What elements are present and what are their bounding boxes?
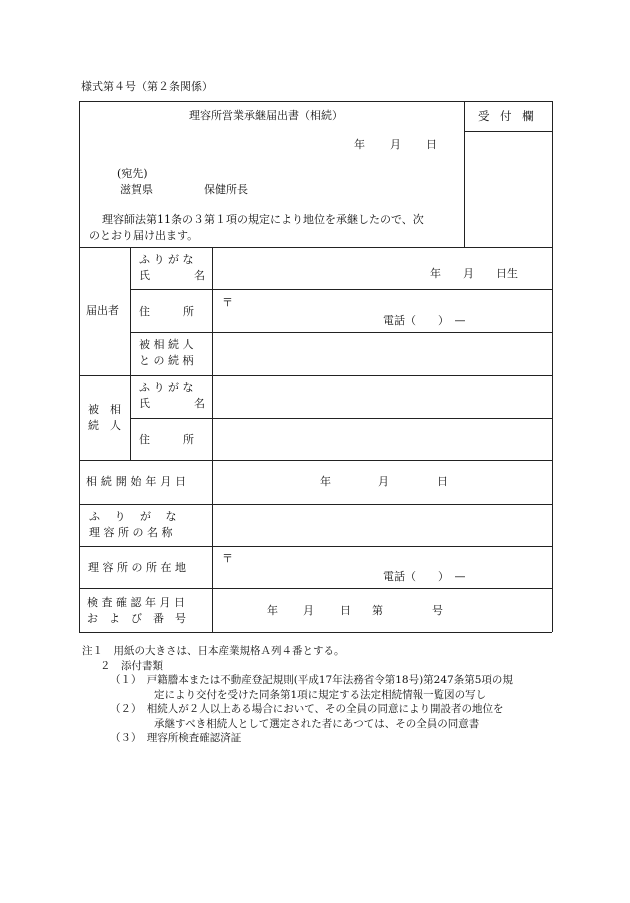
notifier-postal-mark: 〒 <box>222 296 233 309</box>
notifier-address-label: 住 所 <box>139 305 194 318</box>
statement-line1: 理容師法第11条の３第１項の規定により地位を承継したので、次 <box>102 213 424 226</box>
shop-name-label: 理 容 所 の 名 称 <box>89 526 173 539</box>
note-2-2b: 承継すべき相続人として選定された者にあつては、その全員の同意書 <box>154 717 480 730</box>
reception-label: 受 付 欄 <box>478 109 538 123</box>
inspection-year: 年 <box>267 604 278 617</box>
date-month: 月 <box>390 138 401 151</box>
shop-postal-mark: 〒 <box>222 552 233 565</box>
notifier-label: 届出者 <box>86 304 119 317</box>
decedent-furigana-label: ふ り が な <box>139 381 194 394</box>
inheritance-year: 年 <box>320 475 331 488</box>
shop-furigana-label: ふ り が な <box>89 510 177 523</box>
inheritance-day: 日 <box>437 475 448 488</box>
inspection-no: 第 <box>372 604 383 617</box>
shop-location-label: 理 容 所 の 所 在 地 <box>88 561 186 574</box>
notifier-name-label: 氏 名 <box>139 269 205 282</box>
note-2-3: （３） 理容所検査確認済証 <box>110 732 242 744</box>
statement-line2: のとおり届け出ます。 <box>89 229 199 242</box>
inspection-day: 日 <box>340 604 351 617</box>
decedent-address-label: 住 所 <box>139 433 194 446</box>
form-label: 様式第４号（第２条関係） <box>81 80 213 93</box>
inspection-label-a: 検 査 確 認 年 月 日 <box>87 596 185 609</box>
inspection-month: 月 <box>303 604 314 617</box>
inspection-number-suffix: 号 <box>432 604 443 617</box>
addressee-office: 保健所長 <box>204 183 248 196</box>
notifier-relation-label-a: 被 相 続 人 <box>139 338 194 351</box>
decedent-name-label: 氏 名 <box>139 397 205 410</box>
form-title: 理容所営業承継届出書（相続） <box>189 109 343 122</box>
note-1: 注１ 用紙の大きさは、日本産業規格Ａ列４番とする。 <box>82 645 345 657</box>
date-year: 年 <box>354 138 365 151</box>
notes <box>82 644 513 746</box>
inspection-label-b: お よ び 番 号 <box>87 612 186 625</box>
inheritance-start-label: 相続開始年月日 <box>86 475 190 488</box>
date-day: 日 <box>426 138 437 151</box>
notifier-relation-label-b: と の 続 柄 <box>139 354 194 367</box>
addressee-prefix: (宛先) <box>117 167 148 180</box>
decedent-label-b: 続 人 <box>88 419 121 432</box>
note-2-1a: （１） 戸籍謄本または不動産登記規則(平成17年法務省令第18号)第247条第5項の規 <box>110 674 513 686</box>
addressee-prefecture: 滋賀県 <box>120 183 153 196</box>
note-2: ２ 添付書類 <box>100 659 163 672</box>
notifier-phone: 電話（ ） — <box>383 314 466 327</box>
note-2-1b: 定により交付を受けた同条第1項に規定する法定相続情報一覧図の写し <box>154 688 487 701</box>
notifier-furigana-label: ふ り が な <box>139 253 194 266</box>
inheritance-month: 月 <box>378 475 389 488</box>
shop-phone: 電話（ ） — <box>383 570 466 583</box>
decedent-label-a: 被 相 <box>88 403 121 416</box>
notifier-birthdate: 年 月 日生 <box>430 267 518 280</box>
note-2-2a: （２） 相続人が２人以上ある場合において、その全員の同意により開設者の地位を <box>110 703 504 715</box>
